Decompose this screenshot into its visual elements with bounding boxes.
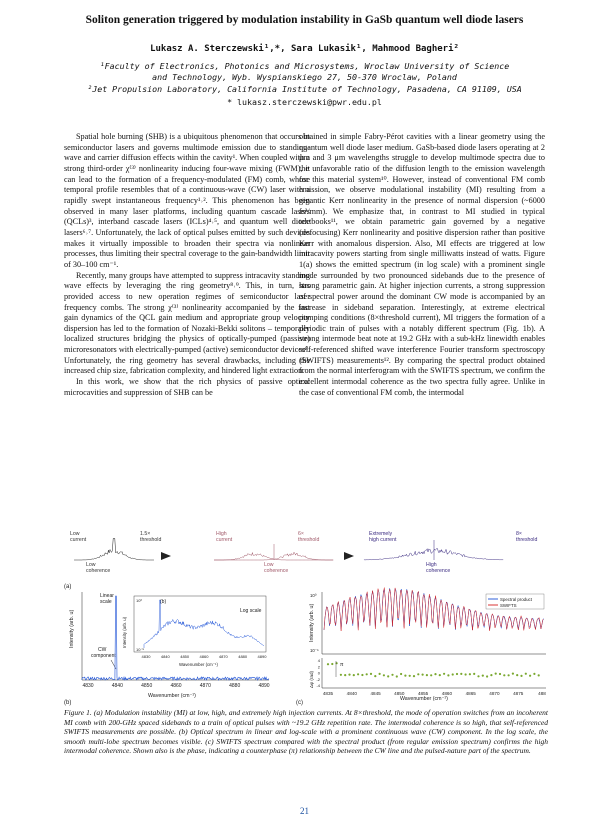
tick-label: 4870 (218, 654, 228, 659)
tick-label: 4860 (199, 654, 209, 659)
stage-5-top-line-1: 8× (516, 531, 522, 537)
phase-point (473, 673, 475, 675)
phase-point (490, 674, 492, 676)
tick-label: -4 (316, 683, 320, 689)
phase-point (486, 675, 488, 677)
phase-point (512, 673, 514, 675)
paragraph: Spatial hole burning (SHB) is a ubiquitous phenomenon that occurs in semiconductor lasers and governs multimode emission due to standing-wave and carrier diffusion effects within the cavity¹. When coupled with a strong third-order χ⁽³⁾ nonlinearity inducing four-wave mixing (FWM), it can lead to the formation of a frequency-modulated (FM) comb, whose temporal profile resembles that of a continuous-wave (CW) laser with a rapidly swept instantaneous frequency¹˒². This phenomenon has been observed in many laser platforms, including quantum cascade lasers (QCLs)³, interband cascade lasers (ICLs)⁴˒⁵, and quantum well diode lasers⁶˒⁷. Unfortunately, the lack of optical pulses emitted by such devices makes it virtually impossible to broaden their spectra via nonlinear processes, thus limiting their spectral coverage to the gain-bandwidth limit of 30–100 cm⁻¹. (64, 132, 310, 269)
affiliation-1-line-1: ¹Faculty of Electronics, Photonics and Microsystems, Wroclaw University of Science (99, 61, 510, 71)
pi-annotation: π (340, 662, 344, 668)
phase-point (422, 674, 424, 676)
figure-caption: Figure 1. (a) Modulation instability (MI) at low, high, and extremely high injection currents. At 8×threshold, the mode of operation switches from an incoherent MI comb with 200-GHz spaced sidebands to a train of optical pulses with ~19.2 GHz repetition rate. The intermodal coherence is so high, that self-referenced SWIFTS measurements are possible. (b) Optical spectrum in linear and log-scale with a prominent continuous wave (CW) component. In the log scale, the smooth multi-lobe spectrum becomes visible. (c) SWIFTS spectrum compared with the spectral product (from regular emission spectrum) confirms the high intermodal coherence. Shown also is the phase, indicating a counterphase (π) relationship between the CW line and the pulsed-nature part of the spectrum. (64, 708, 548, 756)
body-column-left (64, 132, 310, 398)
tick-label: 4860 (170, 683, 182, 689)
cw-component-line-1: CW (98, 647, 107, 653)
arrow-icon (161, 552, 171, 560)
figure-1-svg (64, 530, 548, 706)
arrow-icon (344, 552, 354, 560)
stage-3-top-line-1: 6× (298, 531, 304, 537)
tick-label: 4875 (513, 691, 524, 696)
phase-point (413, 675, 415, 677)
inset-x-ticks (142, 654, 268, 659)
tick-label: 488 (538, 691, 546, 696)
legend-swifts: SWIFTS (500, 603, 517, 608)
phase-point (465, 673, 467, 675)
stage-1-top-line-1: 1.5× (140, 531, 151, 537)
tick-label: 4855 (417, 691, 429, 696)
phase-point (439, 674, 441, 676)
figure-1 (64, 530, 548, 706)
stage-0-bottom-line-1: Low (86, 562, 96, 568)
tick-label: 4840 (346, 691, 357, 696)
tick-label: 4840 (111, 683, 123, 689)
tick-label: 4850 (141, 683, 153, 689)
phase-point (516, 674, 518, 676)
inset-ytick-top: 10⁰ (136, 598, 143, 603)
inset-ytick-bottom: 10⁻⁵ (136, 647, 145, 652)
stage-2-bottom-line-1: Low (264, 562, 274, 568)
panel-b-ylabel: Intensity (arb. u) (69, 609, 75, 648)
phase-point (520, 675, 522, 677)
phase-point (508, 674, 510, 676)
phase-point (456, 673, 458, 675)
paragraph: Recently, many groups have attempted to suppress intracavity standing wave effects by leveraging the ring geometry⁸˒⁹. This, in turn, has provided access to new operation regimes of semiconductor laser frequency combs. The strong χ⁽³⁾ nonlinearity accompanied by the fast gain dynamics of the QCL gain medium and appropriate group velocity dispersion has led to the formation of Nozaki-Bekki solitons – temporally localized structures bridging the physics of optically-pumped (passive) microresonators with electrically-pumped (active) semiconductor devices⁸. Unfortunately, the ring geometry has several drawbacks, including the increased chip size, fabrication complexity, and hindered light extraction. (64, 270, 310, 376)
phase-point (503, 674, 505, 676)
affiliation-2: ²Jet Propulsion Laboratory, California Institute of Technology, Pasadena, CA 91109, USA (87, 84, 522, 94)
phase-point (430, 674, 432, 676)
phase-points (327, 662, 540, 678)
stage-3-top-line-2: threshold (298, 537, 320, 543)
stage-5-top-line-2: threshold (516, 537, 538, 543)
phase-point (327, 663, 329, 665)
phase-point (340, 674, 342, 676)
phase-point (361, 674, 363, 676)
panel-c-ylabel-bottom: Δφ (rad) (309, 670, 314, 688)
phase-point (460, 673, 462, 675)
tick-label: -2 (316, 676, 320, 682)
tick-label: 4835 (322, 691, 334, 696)
author-list: Lukasz A. Sterczewski¹,*, Sara Lukasik¹, Mahmood Bagheri² (150, 44, 459, 54)
panel-b-xlabel: Wavenumber (cm⁻¹) (148, 693, 196, 699)
phase-point (353, 674, 355, 676)
body-column-right (299, 132, 545, 398)
tick-label: 4865 (465, 691, 476, 696)
phase-point (469, 673, 471, 675)
phase-point (396, 675, 398, 677)
spectrum-high-current (214, 544, 333, 560)
stage-0-top-line-2: current (70, 537, 87, 543)
phase-point (404, 675, 406, 677)
stage-4-bottom-line-2: coherence (426, 568, 451, 574)
tick-label: 4870 (489, 691, 500, 696)
phase-point (370, 673, 372, 675)
phase-point (426, 674, 428, 676)
stage-0-top-line-1: Low (70, 531, 80, 537)
phase-point (366, 673, 368, 675)
stage-2-bottom-line-2: coherence (264, 568, 289, 574)
panel-b-x-ticks (82, 683, 269, 689)
tick-label: 2 (317, 664, 320, 670)
panel-c (296, 588, 546, 707)
phase-point (379, 673, 381, 675)
panel-c-label: (c) (296, 700, 303, 706)
stage-1-top-line-2: threshold (140, 537, 162, 543)
panel-c-ytick-bottom: 10⁻⁵ (310, 648, 319, 653)
tick-label: 4830 (82, 683, 94, 689)
phase-point (443, 673, 445, 675)
phase-point (434, 673, 436, 675)
inset-xlabel: Wavenumber (cm⁻¹) (179, 662, 218, 667)
phase-point (482, 675, 484, 677)
tick-label: 4880 (229, 683, 241, 689)
phase-point (529, 675, 531, 677)
phase-point (331, 663, 333, 665)
inset-ylabel: Intensity (arb. u) (122, 616, 127, 648)
page-number: 21 (300, 806, 309, 816)
phase-point (495, 673, 497, 675)
tick-label: 4870 (199, 683, 211, 689)
affiliation-1-line-2: and Technology, Wyb. Wyspianskiego 27, 50-370 Wroclaw, Poland (152, 72, 457, 82)
linear-scale-line-1: Linear (100, 593, 114, 599)
phase-point (452, 673, 454, 675)
paper-title: Soliton generation triggered by modulation instability in GaSb quantum well diode lasers (85, 14, 524, 26)
cw-component-line-2: component (91, 653, 116, 659)
tick-label: 4840 (160, 654, 170, 659)
spectrum-extreme-current (364, 540, 503, 560)
tick-label: 0 (317, 670, 320, 676)
corresponding-email[interactable]: * lukasz.sterczewski@pwr.edu.pl (227, 97, 382, 107)
phase-point (409, 675, 411, 677)
stage-4-top-line-1: Extremely (369, 531, 393, 537)
legend-spectral-product: Spectral product (500, 597, 532, 602)
phase-point (533, 673, 535, 675)
phase-point (348, 674, 350, 676)
stage-4-bottom-line-1: High (426, 562, 437, 568)
panel-c-ytick-top: 10⁰ (310, 593, 317, 598)
phase-point (344, 674, 346, 676)
tick-label: 4890 (258, 683, 270, 689)
tick-label: 4880 (238, 654, 248, 659)
panel-b-label: (b) (64, 700, 72, 706)
panel-b (64, 592, 270, 706)
phase-point (400, 673, 402, 675)
phase-y-ticks (316, 658, 320, 688)
paragraph: In this work, we show that the rich physics of passive optical microcavities and suppression of SHB can be (64, 377, 310, 397)
stage-2-top-line-2: current (216, 537, 233, 543)
paragraph: obtained in simple Fabry-Pérot cavities with a linear geometry using the quantum well diode laser medium. GaSb-based diode lasers operating at 2 μm and 3 μm wavelengths struggle to develop multimode spectra due to the unfavorable ratio of the diffusion length to the emission wavelength for this material system¹⁰. However, instead of conventional FM comb emission, we observe modulational instability (MI) resulting from a gigantic Kerr nonlinearity in the presence of normal dispersion (~6000 fs²/mm). We emphasize that, in contrast to MI studied in typical textbooks¹¹, we obtain parametric gain governed by a negative (defocusing) Kerr nonlinearity and positive dispersion rather than positive Kerr with anomalous dispersion. Also, MI effects are triggered at low intracavity powers starting from single milliwatts instead of watts. Figure 1(a) shows the emitted spectrum (in log scale) with a prominent single mode surrounded by two pronounced sidebands due to the presence of strong parametric gain. At higher injection currents, a strong suppression of spectral power around the dominant CW mode is accompanied by an increase in sideband separation. Interestingly, at extreme electrical pumping conditions (8×threshold current), MI triggers the formation of a periodic train of pulses with a notably different spectrum (Fig. 1b). A strong intermode beat note at 19.2 GHz with a sub-kHz linewidth enables self-referenced shifted wave interference Fourier transform spectroscopy (SWIFTS) measurements¹². By comparing the spectral product obtained from the normal interferogram with the SWIFTS spectrum, we confirm the excellent intermodal coherence as the two spectra fully agree. Unlike in the case of conventional FM comb, the intermodal (299, 132, 545, 397)
linear-scale-line-2: scale (100, 599, 112, 605)
phase-point (387, 675, 389, 677)
phase-point (477, 675, 479, 677)
phase-point (525, 673, 527, 675)
panel-a (64, 531, 537, 590)
tick-label: 4830 (141, 654, 151, 659)
phase-point (391, 674, 393, 676)
inset-label: (b) (160, 599, 167, 605)
inset-frame (134, 596, 266, 652)
tick-label: 4860 (441, 691, 453, 696)
panel-c-xlabel: Wavenumber (cm⁻¹) (400, 696, 448, 702)
tick-label: 4845 (370, 691, 381, 696)
phase-point (417, 673, 419, 675)
inset-log-scale-label: Log scale (240, 608, 262, 614)
panel-a-label: (a) (64, 584, 72, 590)
phase-point (447, 674, 449, 676)
tick-label: 4850 (394, 691, 405, 696)
phase-point (383, 674, 385, 676)
stage-2-top-line-1: High (216, 531, 227, 537)
tick-label: 4890 (257, 654, 267, 659)
phase-point (499, 673, 501, 675)
tick-label: 4 (317, 658, 320, 663)
stage-4-top-line-2: high current (369, 537, 397, 543)
stage-0-bottom-line-2: coherence (86, 568, 111, 574)
phase-point (538, 674, 540, 676)
phase-point (357, 673, 359, 675)
tick-label: 4850 (180, 654, 190, 659)
panel-c-ylabel-top: Intensity (arb. u) (309, 603, 315, 642)
phase-point (374, 675, 376, 677)
